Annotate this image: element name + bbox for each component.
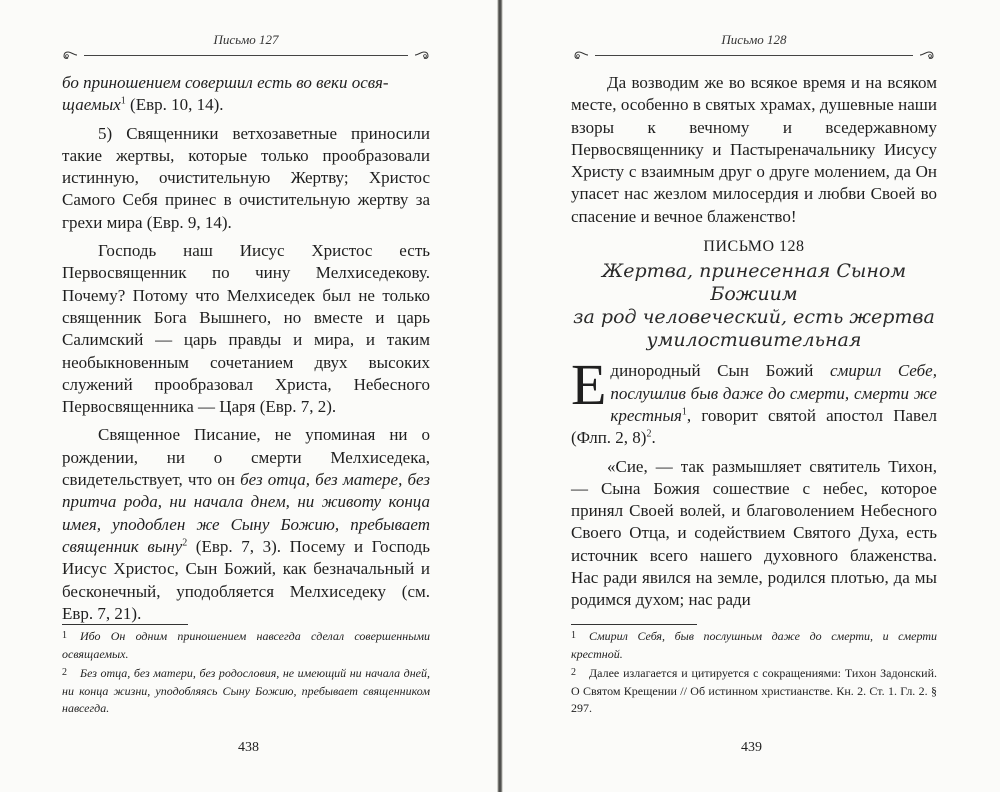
paragraph-continuation [62, 72, 430, 117]
letter-title-line: умилостивительная [646, 329, 862, 352]
paragraph-dropcap [570, 352, 937, 449]
letter-title-line: за род человеческий, есть жертва [573, 306, 935, 329]
footnote-rule [571, 624, 697, 625]
italic-quote: бо приношением совершил есть во веки освя- [62, 73, 389, 92]
right-page [502, 0, 1000, 792]
letter-title [571, 260, 937, 352]
footnote-ref: 1 [681, 406, 687, 418]
footnote [571, 628, 937, 663]
text-span: Священное Писание, не упоминая ни о рождении, ни о смерти Мелхиседека, свидетельствует, что он [62, 425, 430, 490]
paragraph-closing: Да возводим же во всякое время и на всяком месте, особенно в святых храмах, душевные наши взоры к вечному и вседержавному Первосвященнику и Пастыреначальнику Иисусу Христу с взаимным друг о друге молением, да Он упасет нас жезлом милосердия и любви Своей во спасение и вечное блаженство! [570, 73, 937, 226]
text-span: (Евр. 7, 3). Посему и Господь Иисус Христос, Сын Божий, как безначальный и бесконечный, уподобляется Мелхиседеку (см. Евр. 7, 21). [62, 536, 430, 623]
paragraph-quote: «Сие, — так размышляет святитель Тихон, — Сына Божия сошествие с небес, которое принял Своей волей, и благоволением Небесного Своего Отца, и содействием Святого Духа, есть источник всего нашего духовного блаженства. Нас ради явился на земле, родился плотью, да мы родимся духом; нас ради [570, 456, 937, 610]
footnote [571, 665, 937, 718]
paragraph-5: 5) Священники ветхозаветные приносили такие жертвы, которые только прообразовали истинную, очистительную Жертву; Христос Самого Себя принес в очистительную жертву за грехи мира (Евр. 9, 14). [62, 123, 430, 232]
footnote-text: Далее излагается и цитируется с сокращениями: Тихон Задонский. О Святом Крещении // Об истинном христианстве. Кн. 2. Ст. 1. Гл. 2. § 297. [570, 666, 937, 715]
left-body-text [62, 72, 430, 631]
footnote-number: 2 [570, 667, 576, 678]
scroll-ornament-icon [573, 48, 591, 62]
footnote [62, 665, 430, 718]
running-header-left [62, 34, 430, 60]
running-header-title: Письмо 128 [721, 32, 787, 47]
paragraph-7 [62, 424, 430, 625]
footnote-text: Без отца, без матери, без родословия, не имеющий ни начала дней, ни конца жизни, уподобляясь Сыну Божию, пребывает священником навсегда. [62, 666, 430, 715]
letter-number: ПИСЬМО 128 [703, 238, 805, 256]
footnote-ref: 2 [646, 428, 652, 440]
italic-quote: щаемых [62, 95, 121, 115]
text-span: , говорит святой апостол Павел (Флп. 2, 8) [570, 405, 937, 448]
italic-quote: без отца, без матере, без притча рода, ни начала днем, ни животу конца имея, уподоблен же Сыну Божию, пребывает священник выну [62, 470, 430, 556]
page-number-left: 438 [238, 740, 259, 755]
scroll-ornament-icon [917, 48, 935, 62]
footnote-text: Ибо Он одним приношением навсегда сделал совершенными освящаемых. [62, 629, 430, 661]
left-page [0, 0, 498, 792]
page-number-right: 439 [740, 740, 762, 755]
text-span: . [651, 428, 656, 448]
header-rule [595, 55, 913, 56]
footnote-ref: 2 [182, 537, 188, 549]
italic-quote: смирил Себе, послушлив быв даже до смерти, смерти же крестныя [610, 361, 937, 425]
header-rule [84, 55, 408, 56]
footnote [62, 628, 430, 663]
footnote-number: 1 [62, 630, 67, 641]
footnote-number: 2 [62, 667, 67, 678]
scroll-ornament-icon [412, 48, 430, 62]
footnotes-right [571, 628, 937, 720]
paragraph-6: Господь наш Иисус Христос есть Первосвященник по чину Мелхиседекову. Почему? Потому что Мелхиседек был не только священник Бога Вышнего, но вместе и царь Салимский — царь правды и мира, и таким необыкновенным сочетанием двух высоких служений прообразовал Христа, Небесного Первосвященника — Царя (Евр. 7, 2). [62, 241, 430, 417]
footnote-rule [62, 624, 188, 625]
letter-title-line: Жертва, принесенная Сыном Божиим [601, 260, 907, 306]
footnote-number: 1 [570, 630, 576, 641]
footnote-ref: 1 [120, 95, 126, 107]
drop-cap: Е [570, 352, 607, 418]
running-header-title: Письмо 127 [213, 32, 279, 47]
footnotes-left [62, 628, 430, 720]
right-body-text [571, 72, 937, 618]
footnote-text: Смирил Себя, быв послушным даже до смерти, и смерти крестной. [570, 629, 937, 661]
citation: (Евр. 10, 14). [125, 95, 224, 115]
running-header-right [573, 34, 935, 60]
text-span: динородный Сын Божий [610, 361, 830, 381]
scroll-ornament-icon [62, 48, 80, 62]
